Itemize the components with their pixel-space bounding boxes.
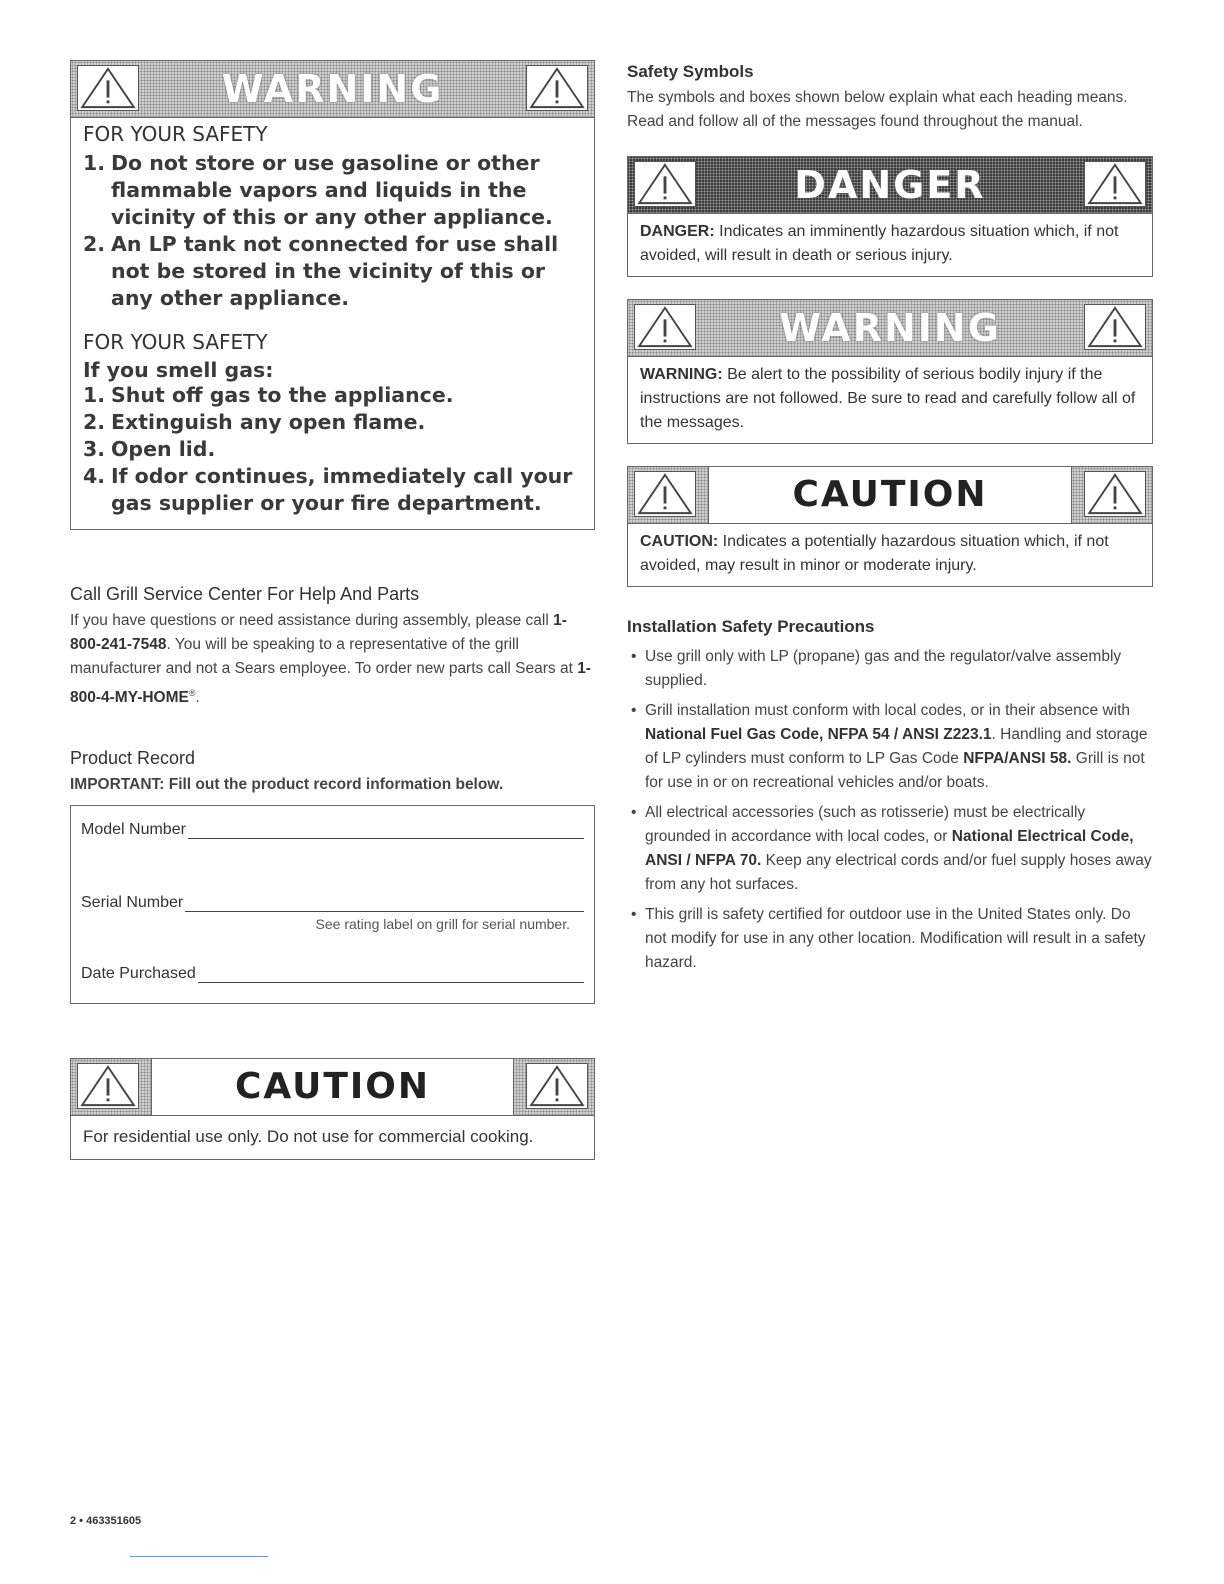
- list-item: 2. An LP tank not connected for use shall not be stored in the vicinity of this or any other appliance.: [83, 232, 559, 310]
- list-item: 3. Open lid.: [83, 437, 216, 461]
- caution-symbol-header: [628, 467, 1152, 524]
- list-item: • All electrical accessories (such as rotisserie) must be electrically grounded in accordance with local codes, or National Electrical Code, ANSI / NFPA 70. Keep any electrical cords and/or fuel supply hoses away from any hot surfaces.: [627, 801, 1153, 897]
- serial-number-note: See rating label on grill for serial number.: [315, 916, 570, 933]
- left-column: [70, 60, 595, 1160]
- model-number-field[interactable]: [188, 820, 584, 839]
- alert-triangle-icon: [526, 1063, 588, 1109]
- caution-text: For residential use only. Do not use for commercial cooking.: [83, 1127, 534, 1147]
- service-heading: Call Grill Service Center For Help And Parts: [70, 584, 420, 604]
- alert-triangle-icon: [1084, 161, 1146, 207]
- caution-signal-word: CAUTION: [792, 474, 988, 515]
- caution-symbol-box: [627, 466, 1153, 587]
- right-column: [627, 62, 1153, 981]
- caution-header: [71, 1059, 594, 1116]
- warning-symbol-header: [628, 300, 1152, 357]
- date-purchased-label: Date Purchased: [81, 965, 196, 983]
- date-purchased-row: [81, 964, 584, 983]
- phone-number: 1-800-241-7548: [70, 612, 567, 653]
- important-note: IMPORTANT: Fill out the product record information below.: [70, 776, 504, 794]
- caution-signal-word: CAUTION: [234, 1066, 431, 1108]
- caution-description: CAUTION: Indicates a potentially hazardous situation which, if not avoided, may result in minor or moderate injury.: [640, 533, 1109, 574]
- warning-header: [71, 61, 594, 118]
- danger-description: DANGER: Indicates an imminently hazardous situation which, if not avoided, will result in death or serious injury.: [640, 223, 1119, 264]
- warning-body: [71, 118, 594, 529]
- caution-box: [70, 1058, 595, 1160]
- model-number-row: [81, 820, 584, 839]
- safety-title: FOR YOUR SAFETY: [83, 330, 268, 354]
- safety-list-1: [83, 150, 584, 312]
- service-text: If you have questions or need assistance during assembly, please call 1-800-241-7548. You will be speaking to a representative of the grill manufacturer and not a Sears employee. To order new parts call Sears at 1-800-4-MY-HOME®.: [70, 612, 591, 707]
- alert-triangle-icon: [1084, 304, 1146, 350]
- phone-number: 1-800-4-MY-HOME: [70, 660, 591, 707]
- safety-title: FOR YOUR SAFETY: [83, 122, 268, 146]
- product-record-box: [70, 805, 595, 1004]
- serial-number-field[interactable]: [185, 893, 584, 912]
- page-number: 2 • 463351605: [70, 1515, 142, 1527]
- list-item: • Use grill only with LP (propane) gas and the regulator/valve assembly supplied.: [627, 645, 1153, 693]
- product-record-heading: Product Record: [70, 748, 196, 769]
- alert-triangle-icon: [526, 65, 588, 111]
- warning-description: WARNING: Be alert to the possibility of serious bodily injury if the instructions are not followed. Be sure to read and carefully follow all of the messages.: [640, 366, 1136, 431]
- danger-header: [628, 157, 1152, 214]
- installation-heading: Installation Safety Precautions: [627, 617, 875, 636]
- serial-number-row: [81, 893, 584, 912]
- list-item: 1. Do not store or use gasoline or other flammable vapors and liquids in the vicinity of this or any other appliance.: [83, 151, 553, 229]
- smell-gas-label: If you smell gas:: [83, 358, 274, 382]
- warning-box: [70, 60, 595, 530]
- list-item: 4. If odor continues, immediately call your gas supplier or your fire department.: [83, 464, 573, 515]
- alert-triangle-icon: [1084, 471, 1146, 517]
- list-item: • This grill is safety certified for outdoor use in the United States only. Do not modify for use in any other location. Modification will result in a safety hazard.: [627, 903, 1153, 975]
- danger-box: [627, 156, 1153, 277]
- warning-signal-word: WARNING: [779, 306, 1001, 350]
- footer-divider: [130, 1556, 268, 1557]
- warning-signal-word: WARNING: [221, 67, 444, 111]
- list-item: 1. Shut off gas to the appliance.: [83, 383, 454, 407]
- installation-list: [627, 645, 1153, 975]
- safety-symbols-heading: Safety Symbols: [627, 62, 754, 81]
- model-number-label: Model Number: [81, 821, 186, 839]
- safety-symbols-intro: The symbols and boxes shown below explain what each heading means. Read and follow all of the messages found throughout the manual.: [627, 89, 1128, 130]
- serial-number-label: Serial Number: [81, 894, 184, 912]
- warning-symbol-box: [627, 299, 1153, 444]
- safety-list-2: [83, 382, 584, 517]
- danger-signal-word: DANGER: [794, 163, 986, 207]
- list-item: • Grill installation must conform with local codes, or in their absence with National Fuel Gas Code, NFPA 54 / ANSI Z223.1. Handling and storage of LP cylinders must conform to LP Gas Code NFPA/ANSI 58. Grill is not for use in or on recreational vehicles and/or boats.: [627, 699, 1153, 795]
- date-purchased-field[interactable]: [198, 964, 584, 983]
- list-item: 2. Extinguish any open flame.: [83, 410, 426, 434]
